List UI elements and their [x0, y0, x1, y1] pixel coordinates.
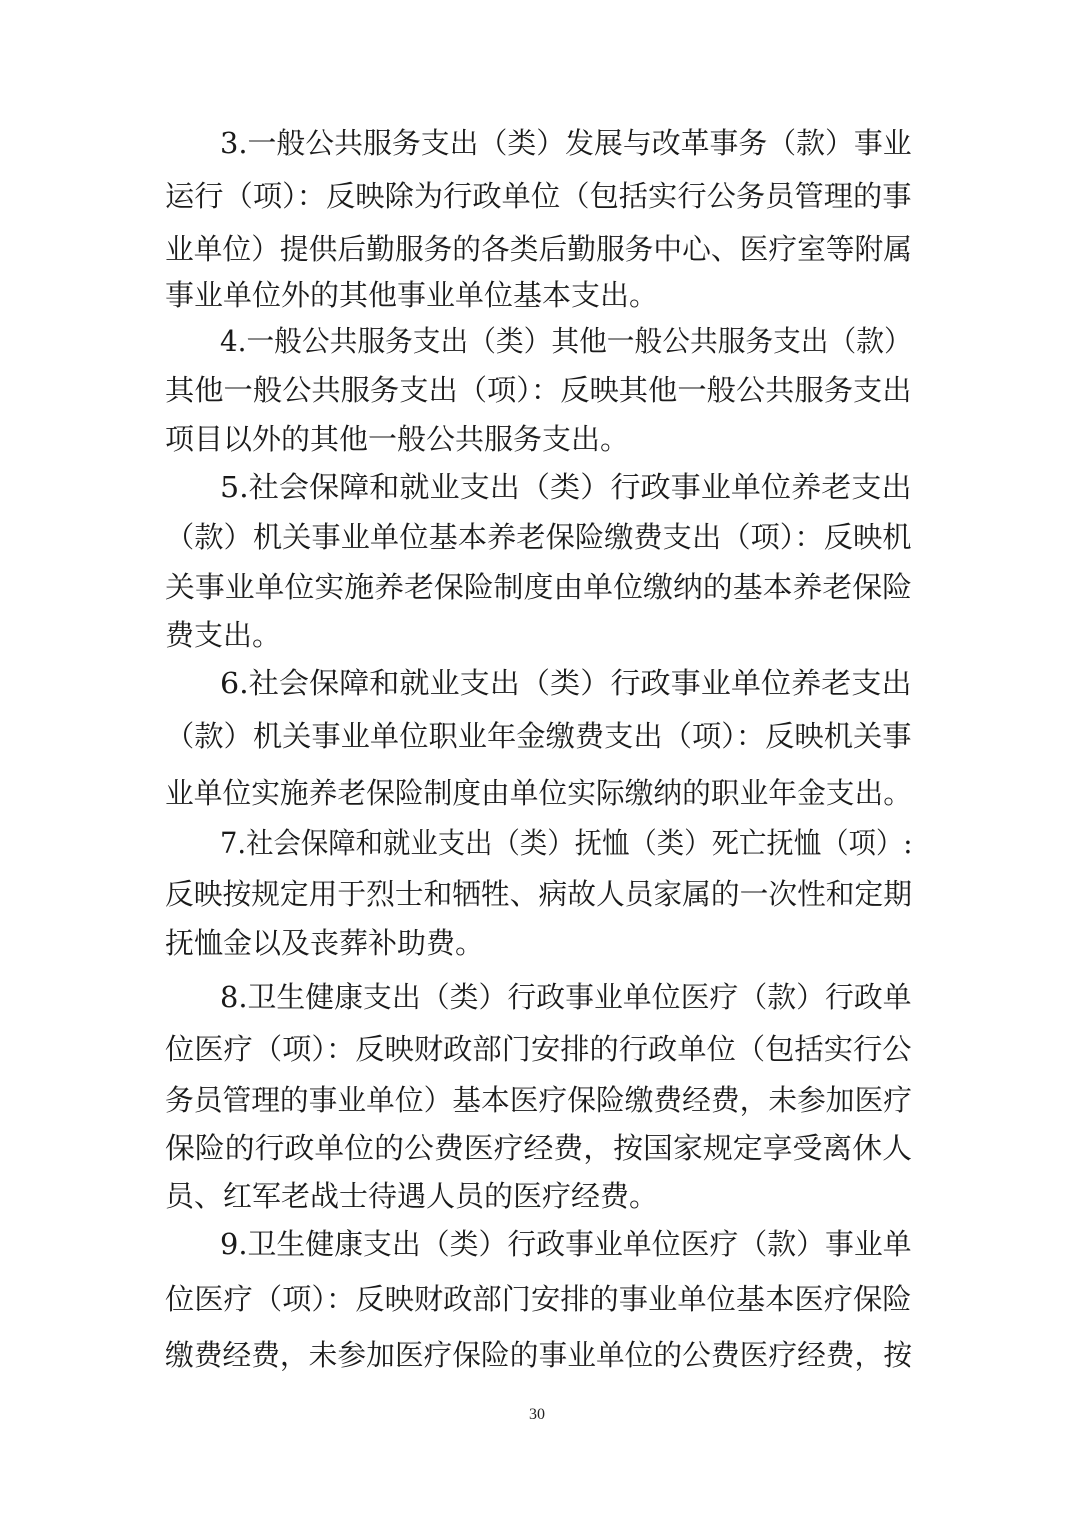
- text-line: 保险的行政单位的公费医疗经费，按国家规定享受离休人: [165, 1131, 912, 1165]
- text-line: 业单位）提供后勤服务的各类后勤服务中心、医疗室等附属: [165, 232, 913, 266]
- text-line: 业单位实施养老保险制度由单位实际缴纳的职业年金支出。: [165, 776, 913, 810]
- text-line: 项目以外的其他一般公共服务支出。: [165, 422, 630, 456]
- text-line: 8.卫生健康支出（类）行政事业单位医疗（款）行政单: [220, 980, 912, 1014]
- text-line: 事业单位外的其他事业单位基本支出。: [165, 278, 659, 312]
- text-line: 6.社会保障和就业支出（类）行政事业单位养老支出: [220, 666, 912, 700]
- text-line: 9.卫生健康支出（类）行政事业单位医疗（款）事业单: [220, 1227, 912, 1261]
- text-line: 运行（项）：反映除为行政单位（包括实行公务员管理的事: [165, 179, 912, 213]
- text-line: 费支出。: [165, 618, 282, 652]
- text-line: 5.社会保障和就业支出（类）行政事业单位养老支出: [220, 470, 912, 504]
- text-line: （款）机关事业单位职业年金缴费支出（项）：反映机关事: [165, 719, 912, 753]
- text-line: 抚恤金以及丧葬补助费。: [165, 926, 485, 960]
- text-line: 3.一般公共服务支出（类）发展与改革事务（款）事业: [220, 126, 912, 160]
- text-line: 位医疗（项）：反映财政部门安排的行政单位（包括实行公: [165, 1032, 912, 1066]
- text-line: 位医疗（项）：反映财政部门安排的事业单位基本医疗保险: [165, 1282, 912, 1316]
- text-line: 关事业单位实施养老保险制度由单位缴纳的基本养老保险: [165, 570, 912, 604]
- text-line: 4.一般公共服务支出（类）其他一般公共服务支出（款）: [220, 324, 912, 358]
- text-line: 其他一般公共服务支出（项）：反映其他一般公共服务支出: [165, 373, 912, 407]
- page-number: 30: [529, 1406, 545, 1423]
- text-line: 缴费经费，未参加医疗保险的事业单位的公费医疗经费，按: [165, 1338, 913, 1372]
- text-line: 务员管理的事业单位）基本医疗保险缴费经费，未参加医疗: [165, 1083, 913, 1117]
- text-line: 反映按规定用于烈士和牺牲、病故人员家属的一次性和定期: [165, 877, 913, 911]
- text-line: 7.社会保障和就业支出（类）抚恤（类）死亡抚恤（项）:: [220, 826, 913, 860]
- text-line: （款）机关事业单位基本养老保险缴费支出（项）：反映机: [165, 520, 912, 554]
- text-line: 员、红军老战士待遇人员的医疗经费。: [165, 1179, 659, 1213]
